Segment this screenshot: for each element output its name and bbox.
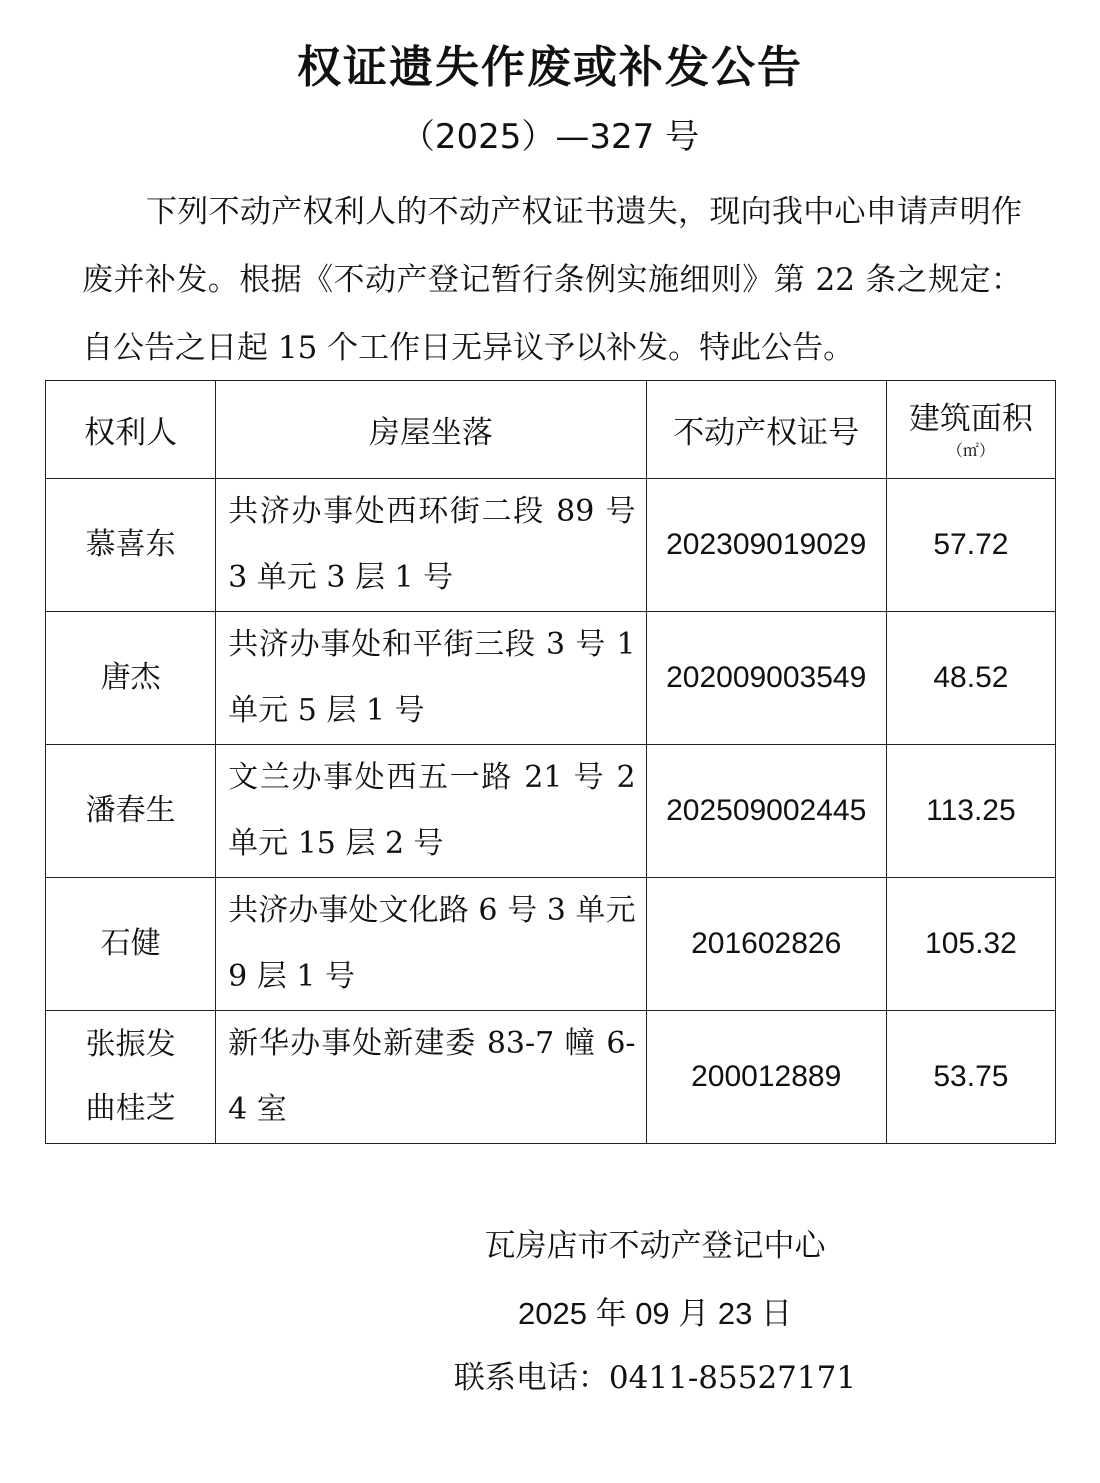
- owner-cell: [46, 1011, 216, 1144]
- owner-name: 张振发: [85, 1027, 176, 1062]
- owner-name: 潘春生: [85, 793, 176, 828]
- table-row: [46, 1011, 1056, 1144]
- owner-cell: [46, 612, 216, 745]
- header-area-unit: （㎡）: [946, 440, 995, 460]
- area-cell: 105.32: [886, 878, 1055, 1011]
- address-cell: 共济办事处西环街二段 89 号 3 单元 3 层 1 号: [216, 479, 646, 612]
- cert-number-cell: 201602826: [646, 878, 886, 1011]
- owner-name: 慕喜东: [85, 527, 176, 562]
- address-cell: 共济办事处和平街三段 3 号 1 单元 5 层 1 号: [216, 612, 646, 745]
- table-body: [46, 479, 1056, 1144]
- table-header-row: [46, 381, 1056, 479]
- owner-cell: [46, 479, 216, 612]
- certificate-table: [45, 380, 1056, 1144]
- address-cell: 新华办事处新建委 83-7 幢 6-4 室: [216, 1011, 646, 1144]
- owner-cell: [46, 878, 216, 1011]
- area-cell: 53.75: [886, 1011, 1055, 1144]
- header-address: 房屋坐落: [216, 381, 646, 479]
- area-cell: 57.72: [886, 479, 1055, 612]
- address-cell: 文兰办事处西五一路 21 号 2 单元 15 层 2 号: [216, 745, 646, 878]
- cert-number-cell: 202309019029: [646, 479, 886, 612]
- issue-date: 2025 年 09 月 23 日: [518, 1296, 792, 1331]
- owner-name: 石健: [100, 926, 161, 961]
- owner-cell: [46, 745, 216, 878]
- table-row: [46, 612, 1056, 745]
- cert-number-cell: 202509002445: [646, 745, 886, 878]
- table-row: [46, 745, 1056, 878]
- contact-phone: 联系电话：0411-85527171: [453, 1360, 857, 1396]
- header-area-label: 建筑面积: [908, 400, 1033, 437]
- owner-name: 曲桂芝: [85, 1091, 176, 1126]
- issuer-name: 瓦房店市不动产登记中心: [484, 1228, 826, 1264]
- header-area: [886, 381, 1055, 479]
- area-cell: 48.52: [886, 612, 1055, 745]
- header-owner: 权利人: [46, 381, 216, 479]
- header-cert-number: 不动产权证号: [646, 381, 886, 479]
- notice-title: 权证遗失作废或补发公告: [297, 42, 803, 93]
- table-row: [46, 479, 1056, 612]
- cert-number-cell: 200012889: [646, 1011, 886, 1144]
- notice-number: （2025）—327 号: [400, 117, 700, 157]
- address-cell: 共济办事处文化路 6 号 3 单元 9 层 1 号: [216, 878, 646, 1011]
- owner-name: 唐杰: [100, 660, 161, 695]
- table-row: [46, 878, 1056, 1011]
- notice-body: 下列不动产权利人的不动产权证书遗失，现向我中心申请声明作废并补发。根据《不动产登记暂行条例实施细则》第 22 条之规定：自公告之日起 15 个工作日无异议予以补发。特此公告。: [82, 194, 1022, 366]
- area-cell: 113.25: [886, 745, 1055, 878]
- cert-number-cell: 202009003549: [646, 612, 886, 745]
